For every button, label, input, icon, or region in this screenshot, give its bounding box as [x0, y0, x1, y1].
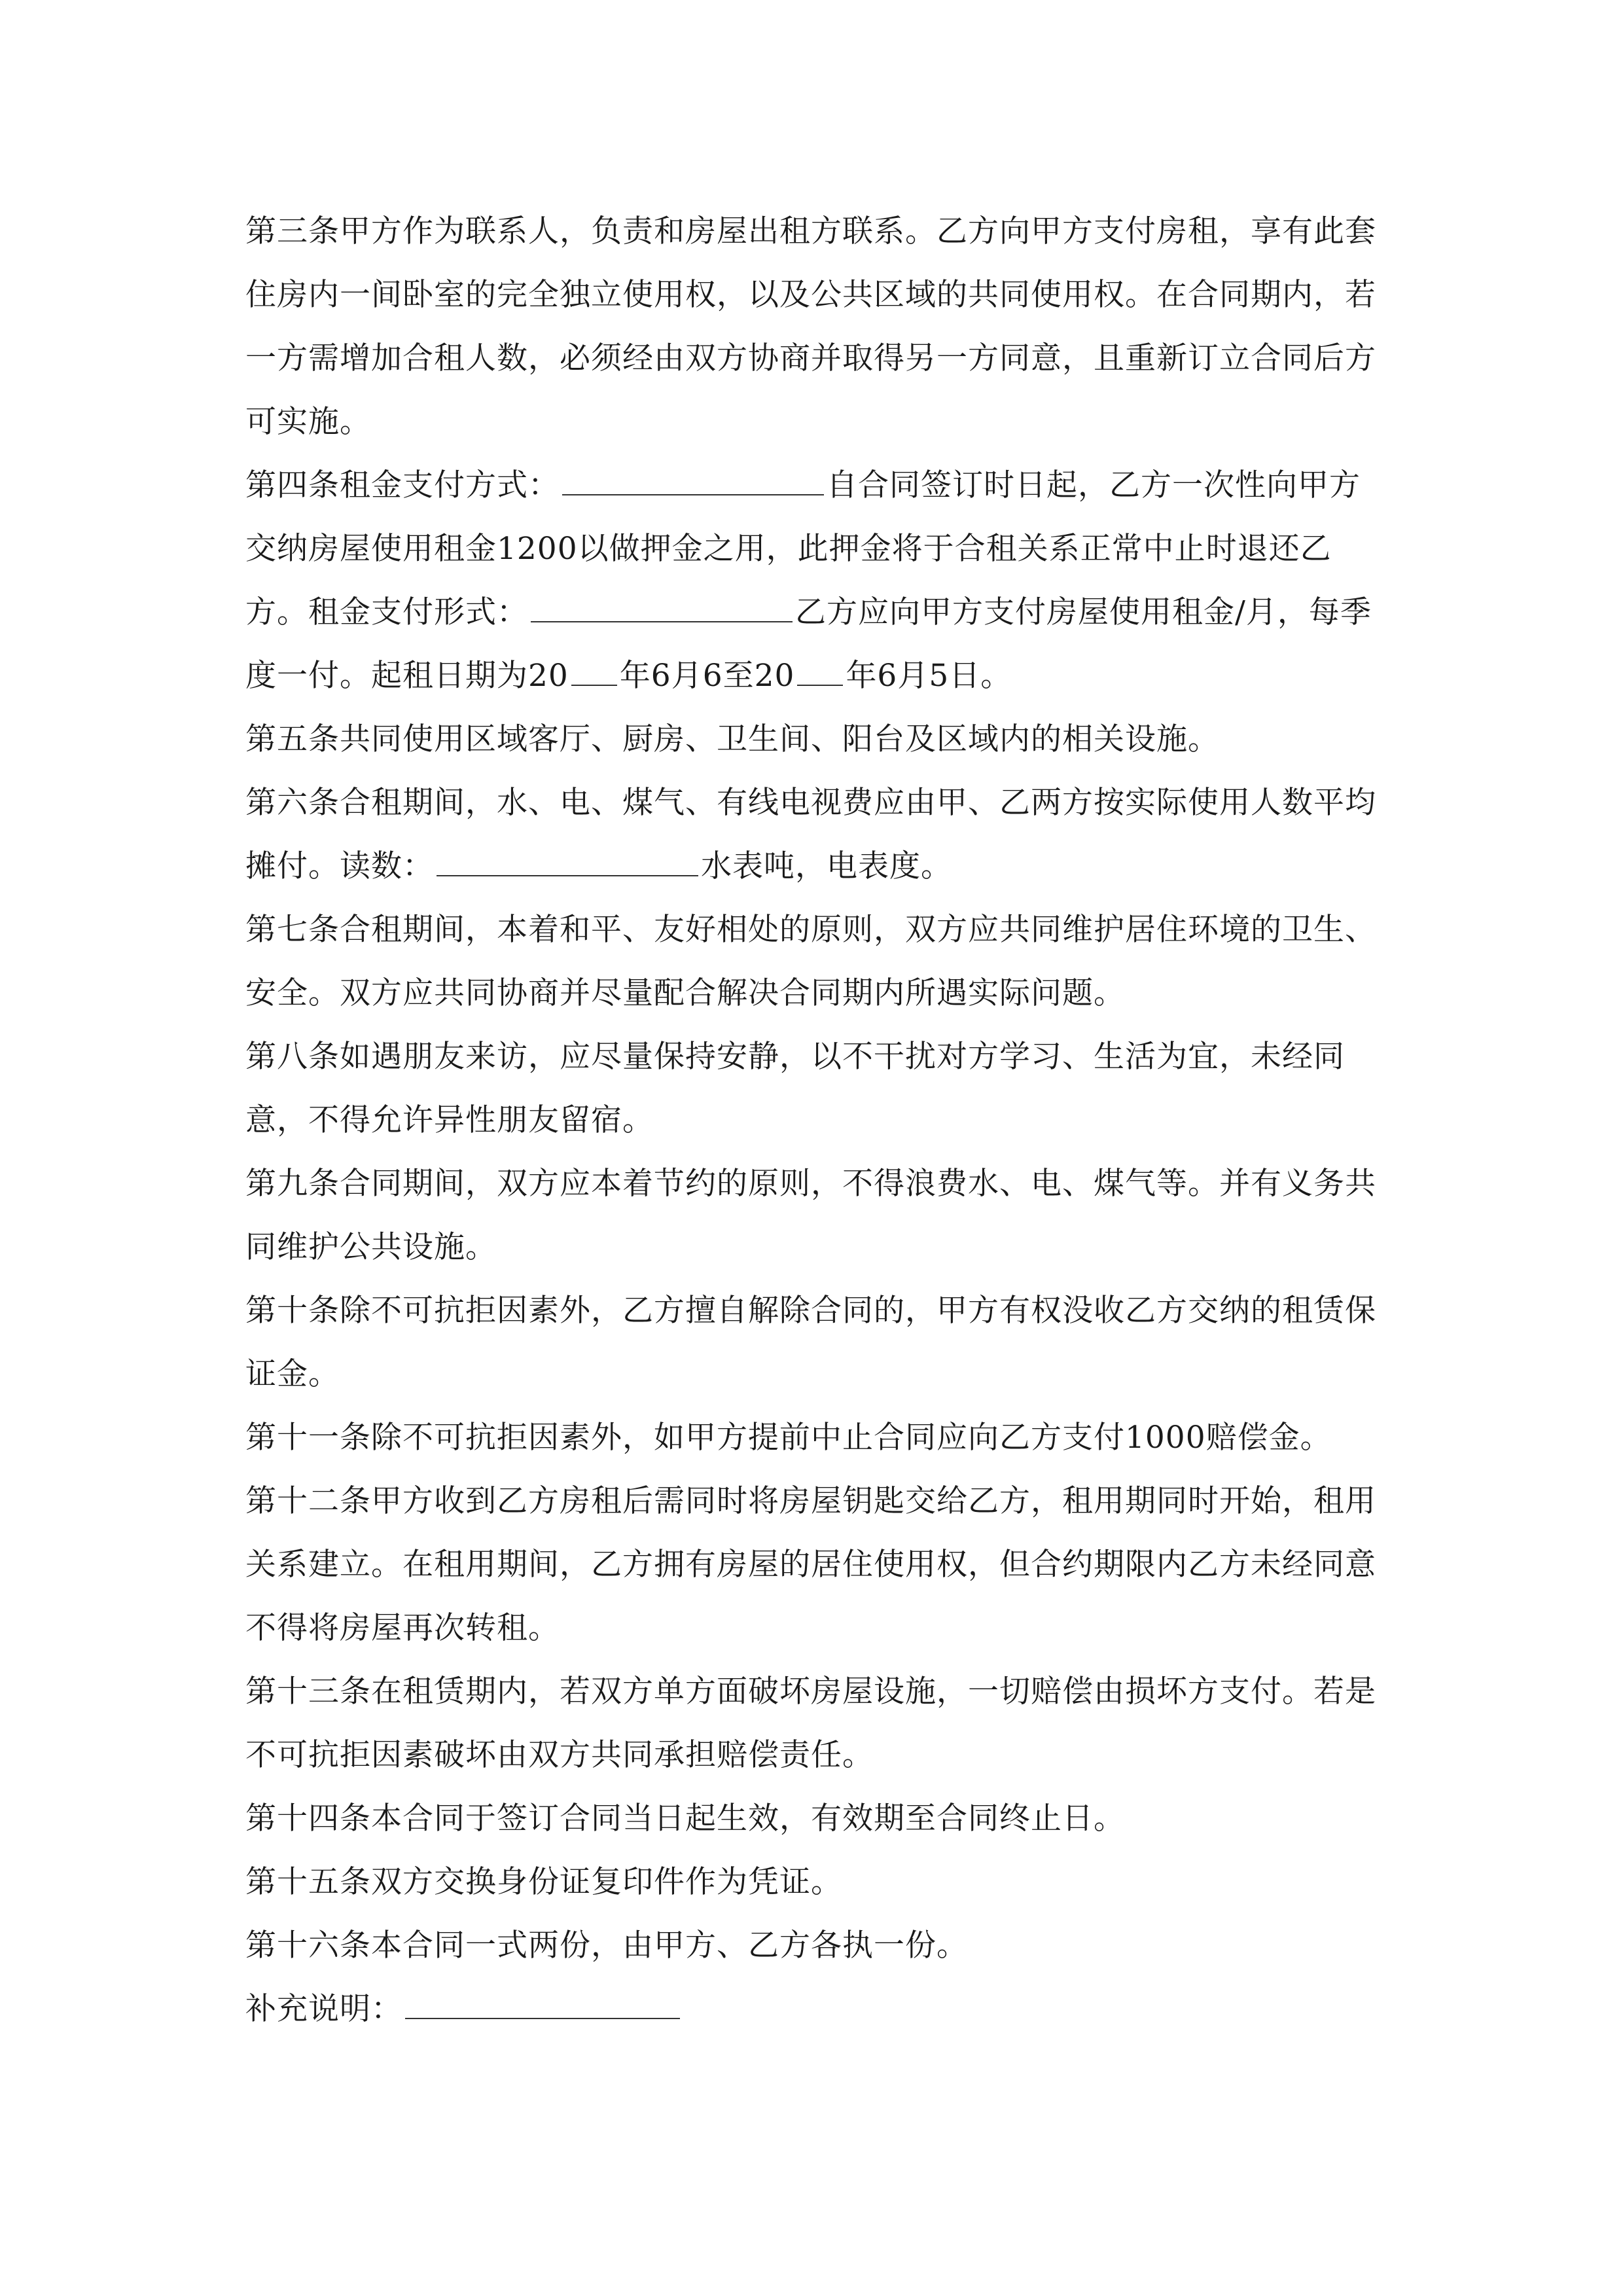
document-body [245, 200, 1384, 2041]
payment-method-blank[interactable] [562, 467, 824, 495]
article-13 [245, 1660, 1384, 1787]
article-6-text-1: 第六条合租期间，水、电、煤气、有线电视费应由甲、乙两方按实际使用人数平均摊付。读数： [245, 785, 1376, 884]
article-15 [245, 1850, 1384, 1914]
article-12-text: 第十二条甲方收到乙方房租后需同时将房屋钥匙交给乙方，租用期同时开始，租用关系建立。在租用期间，乙方拥有房屋的居住使用权，但合约期限内乙方未经同意不得将房屋再次转租。 [245, 1483, 1376, 1646]
article-3 [245, 200, 1384, 454]
article-12 [245, 1469, 1384, 1660]
article-14-text: 第十四条本合同于签订合同当日起生效，有效期至合同终止日。 [245, 1801, 1125, 1837]
article-15-text: 第十五条双方交换身份证复印件作为凭证。 [245, 1864, 842, 1900]
article-4-text-2: 自合同签订时日起，乙方一次性向甲方交纳房屋使用租金1200以做押金之用，此押金将于合租关系正常中止时退还乙方。租金支付形式： [245, 467, 1361, 630]
article-11 [245, 1406, 1384, 1469]
article-4 [245, 454, 1384, 708]
article-6-text-2: 水表吨，电表度。 [701, 848, 952, 884]
meter-reading-blank[interactable] [437, 848, 698, 876]
supplement [245, 1977, 1384, 2041]
article-4-text-3: 乙方应向甲方支付房屋使用租金/月，每季度一付。起租日期为20 [245, 594, 1372, 694]
article-3-text: 第三条甲方作为联系人，负责和房屋出租方联系。乙方向甲方支付房租，享有此套住房内一间卧室的完全独立使用权，以及公共区域的共同使用权。在合同期内，若一方需增加合租人数，必须经由双方协商并取得另一方同意，且重新订立合同后方可实施。 [245, 213, 1376, 440]
article-8 [245, 1025, 1384, 1152]
end-year-blank[interactable] [797, 657, 843, 686]
article-5-text: 第五条共同使用区域客厅、厨房、卫生间、阳台及区域内的相关设施。 [245, 721, 1219, 757]
supplement-blank[interactable] [405, 1990, 680, 2019]
start-year-blank[interactable] [571, 657, 617, 686]
payment-form-blank[interactable] [531, 594, 793, 622]
article-6 [245, 771, 1384, 898]
article-4-text-4: 年6月6至20 [619, 658, 795, 694]
article-16-text: 第十六条本合同一式两份，由甲方、乙方各执一份。 [245, 1928, 968, 1964]
article-4-text-5: 年6月5日。 [846, 658, 1012, 694]
article-16 [245, 1914, 1384, 1977]
article-7 [245, 898, 1384, 1025]
article-4-text-1: 第四条租金支付方式： [245, 467, 560, 503]
article-11-text: 第十一条除不可抗拒因素外，如甲方提前中止合同应向乙方支付1000赔偿金。 [245, 1420, 1332, 1456]
article-8-text: 第八条如遇朋友来访，应尽量保持安静，以不干扰对方学习、生活为宜，未经同意，不得允许异性朋友留宿。 [245, 1039, 1345, 1138]
supplement-label: 补充说明： [245, 1991, 402, 2027]
article-10-text: 第十条除不可抗拒因素外，乙方擅自解除合同的，甲方有权没收乙方交纳的租赁保证金。 [245, 1293, 1376, 1392]
article-5 [245, 708, 1384, 771]
article-9-text: 第九条合同期间，双方应本着节约的原则，不得浪费水、电、煤气等。并有义务共同维护公共设施。 [245, 1166, 1376, 1265]
article-10 [245, 1279, 1384, 1406]
article-13-text: 第十三条在租赁期内，若双方单方面破坏房屋设施，一切赔偿由损坏方支付。若是不可抗拒因素破坏由双方共同承担赔偿责任。 [245, 1674, 1376, 1773]
article-9 [245, 1152, 1384, 1279]
article-14 [245, 1787, 1384, 1850]
article-7-text: 第七条合租期间，本着和平、友好相处的原则，双方应共同维护居住环境的卫生、安全。双方应共同协商并尽量配合解决合同期内所遇实际问题。 [245, 912, 1376, 1011]
